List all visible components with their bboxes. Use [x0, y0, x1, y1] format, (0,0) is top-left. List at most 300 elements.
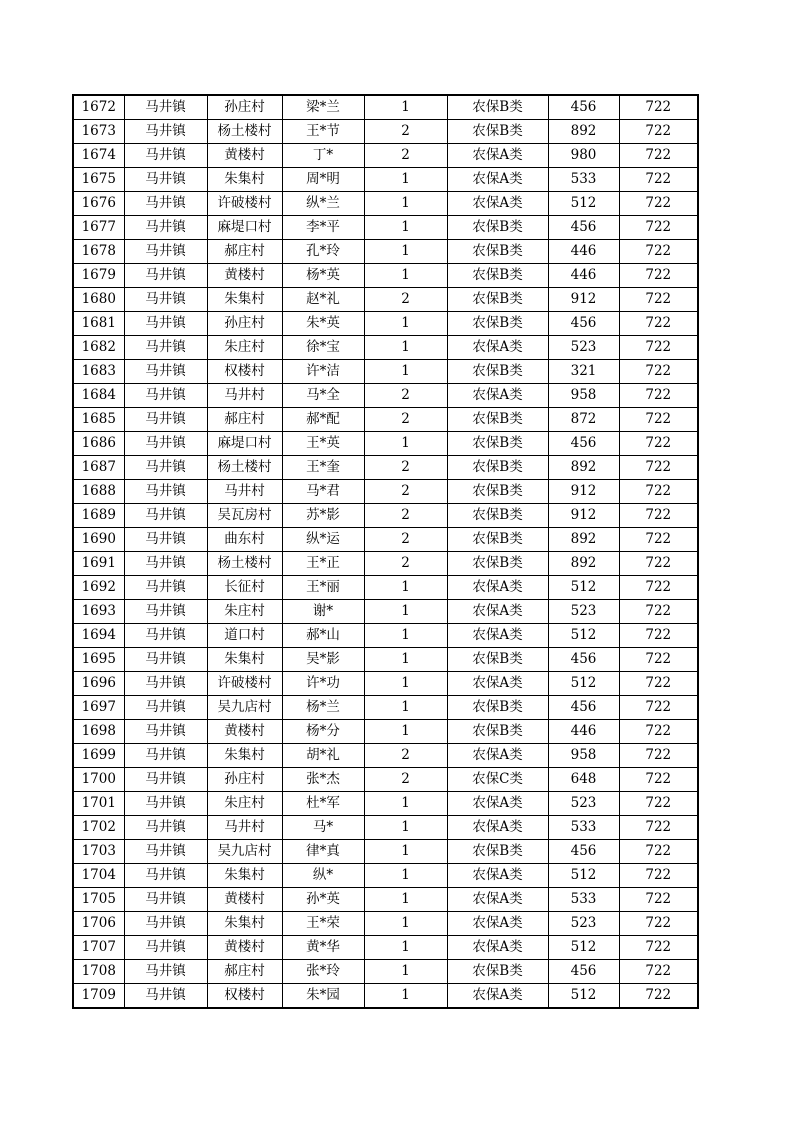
household-size-cell: 2: [364, 744, 447, 768]
table-row: [73, 696, 698, 720]
table-row: [73, 840, 698, 864]
village-cell: 曲东村: [207, 528, 282, 552]
name-cell: 张*玲: [282, 960, 364, 984]
category-cell: 农保A类: [447, 936, 548, 960]
village-cell: 朱集村: [207, 648, 282, 672]
row-number-cell: 1698: [73, 720, 124, 744]
category-cell: 农保A类: [447, 744, 548, 768]
row-number-cell: 1701: [73, 792, 124, 816]
standard-cell: 722: [619, 240, 698, 264]
category-cell: 农保A类: [447, 192, 548, 216]
household-size-cell: 1: [364, 432, 447, 456]
category-cell: 农保B类: [447, 528, 548, 552]
village-cell: 吴九店村: [207, 696, 282, 720]
standard-cell: 722: [619, 624, 698, 648]
household-size-cell: 1: [364, 192, 447, 216]
town-cell: 马井镇: [124, 864, 207, 888]
category-cell: 农保B类: [447, 456, 548, 480]
name-cell: 许*功: [282, 672, 364, 696]
town-cell: 马井镇: [124, 336, 207, 360]
row-number-cell: 1678: [73, 240, 124, 264]
amount-cell: 872: [548, 408, 619, 432]
amount-cell: 892: [548, 120, 619, 144]
town-cell: 马井镇: [124, 264, 207, 288]
town-cell: 马井镇: [124, 408, 207, 432]
standard-cell: 722: [619, 768, 698, 792]
row-number-cell: 1703: [73, 840, 124, 864]
amount-cell: 512: [548, 864, 619, 888]
household-size-cell: 1: [364, 696, 447, 720]
category-cell: 农保B类: [447, 720, 548, 744]
name-cell: 律*真: [282, 840, 364, 864]
village-cell: 马井村: [207, 384, 282, 408]
table-row: [73, 456, 698, 480]
name-cell: 黄*华: [282, 936, 364, 960]
table-row: [73, 984, 698, 1009]
household-size-cell: 2: [364, 288, 447, 312]
row-number-cell: 1676: [73, 192, 124, 216]
standard-cell: 722: [619, 95, 698, 120]
name-cell: 徐*宝: [282, 336, 364, 360]
row-number-cell: 1677: [73, 216, 124, 240]
town-cell: 马井镇: [124, 504, 207, 528]
village-cell: 许破楼村: [207, 192, 282, 216]
village-cell: 郝庄村: [207, 408, 282, 432]
category-cell: 农保A类: [447, 912, 548, 936]
household-size-cell: 1: [364, 336, 447, 360]
table-row: [73, 864, 698, 888]
village-cell: 朱庄村: [207, 336, 282, 360]
name-cell: 杨*分: [282, 720, 364, 744]
category-cell: 农保B类: [447, 240, 548, 264]
table-row: [73, 504, 698, 528]
row-number-cell: 1679: [73, 264, 124, 288]
row-number-cell: 1689: [73, 504, 124, 528]
row-number-cell: 1700: [73, 768, 124, 792]
amount-cell: 456: [548, 648, 619, 672]
table-row: [73, 240, 698, 264]
standard-cell: 722: [619, 960, 698, 984]
category-cell: 农保B类: [447, 960, 548, 984]
name-cell: 纵*兰: [282, 192, 364, 216]
table-row: [73, 408, 698, 432]
village-cell: 黄楼村: [207, 144, 282, 168]
table-row: [73, 768, 698, 792]
amount-cell: 892: [548, 552, 619, 576]
amount-cell: 446: [548, 240, 619, 264]
row-number-cell: 1681: [73, 312, 124, 336]
standard-cell: 722: [619, 456, 698, 480]
standard-cell: 722: [619, 816, 698, 840]
village-cell: 朱集村: [207, 912, 282, 936]
standard-cell: 722: [619, 672, 698, 696]
standard-cell: 722: [619, 984, 698, 1009]
table-row: [73, 576, 698, 600]
name-cell: 纵*: [282, 864, 364, 888]
name-cell: 谢*: [282, 600, 364, 624]
town-cell: 马井镇: [124, 624, 207, 648]
row-number-cell: 1672: [73, 95, 124, 120]
table-row: [73, 312, 698, 336]
town-cell: 马井镇: [124, 720, 207, 744]
row-number-cell: 1697: [73, 696, 124, 720]
amount-cell: 980: [548, 144, 619, 168]
village-cell: 道口村: [207, 624, 282, 648]
household-size-cell: 1: [364, 720, 447, 744]
standard-cell: 722: [619, 504, 698, 528]
table-row: [73, 792, 698, 816]
name-cell: 王*英: [282, 432, 364, 456]
village-cell: 朱庄村: [207, 792, 282, 816]
row-number-cell: 1680: [73, 288, 124, 312]
category-cell: 农保A类: [447, 888, 548, 912]
name-cell: 李*平: [282, 216, 364, 240]
name-cell: 赵*礼: [282, 288, 364, 312]
table-row: [73, 552, 698, 576]
household-size-cell: 1: [364, 816, 447, 840]
household-size-cell: 2: [364, 144, 447, 168]
standard-cell: 722: [619, 144, 698, 168]
category-cell: 农保B类: [447, 840, 548, 864]
amount-cell: 512: [548, 576, 619, 600]
amount-cell: 446: [548, 720, 619, 744]
household-size-cell: 1: [364, 216, 447, 240]
household-size-cell: 1: [364, 888, 447, 912]
name-cell: 梁*兰: [282, 95, 364, 120]
amount-cell: 533: [548, 168, 619, 192]
name-cell: 杨*兰: [282, 696, 364, 720]
amount-cell: 912: [548, 504, 619, 528]
village-cell: 朱集村: [207, 744, 282, 768]
category-cell: 农保A类: [447, 168, 548, 192]
standard-cell: 722: [619, 888, 698, 912]
town-cell: 马井镇: [124, 960, 207, 984]
table-row: [73, 888, 698, 912]
standard-cell: 722: [619, 576, 698, 600]
standard-cell: 722: [619, 936, 698, 960]
row-number-cell: 1688: [73, 480, 124, 504]
standard-cell: 722: [619, 552, 698, 576]
town-cell: 马井镇: [124, 840, 207, 864]
row-number-cell: 1686: [73, 432, 124, 456]
town-cell: 马井镇: [124, 312, 207, 336]
table-row: [73, 912, 698, 936]
standard-cell: 722: [619, 864, 698, 888]
amount-cell: 456: [548, 216, 619, 240]
table-row: [73, 720, 698, 744]
name-cell: 朱*英: [282, 312, 364, 336]
table-row: [73, 336, 698, 360]
household-size-cell: 1: [364, 600, 447, 624]
town-cell: 马井镇: [124, 288, 207, 312]
category-cell: 农保B类: [447, 480, 548, 504]
town-cell: 马井镇: [124, 600, 207, 624]
row-number-cell: 1706: [73, 912, 124, 936]
standard-cell: 722: [619, 528, 698, 552]
household-size-cell: 1: [364, 792, 447, 816]
row-number-cell: 1690: [73, 528, 124, 552]
row-number-cell: 1693: [73, 600, 124, 624]
table-row: [73, 360, 698, 384]
village-cell: 朱庄村: [207, 600, 282, 624]
amount-cell: 456: [548, 312, 619, 336]
village-cell: 吴九店村: [207, 840, 282, 864]
standard-cell: 722: [619, 168, 698, 192]
row-number-cell: 1699: [73, 744, 124, 768]
town-cell: 马井镇: [124, 552, 207, 576]
village-cell: 麻堤口村: [207, 216, 282, 240]
amount-cell: 648: [548, 768, 619, 792]
table-row: [73, 624, 698, 648]
village-cell: 许破楼村: [207, 672, 282, 696]
name-cell: 马*君: [282, 480, 364, 504]
table-row: [73, 672, 698, 696]
standard-cell: 722: [619, 120, 698, 144]
amount-cell: 958: [548, 384, 619, 408]
row-number-cell: 1684: [73, 384, 124, 408]
village-cell: 孙庄村: [207, 95, 282, 120]
amount-cell: 533: [548, 816, 619, 840]
standard-cell: 722: [619, 336, 698, 360]
town-cell: 马井镇: [124, 432, 207, 456]
amount-cell: 456: [548, 95, 619, 120]
village-cell: 吴瓦房村: [207, 504, 282, 528]
table-row: [73, 600, 698, 624]
name-cell: 孔*玲: [282, 240, 364, 264]
standard-cell: 722: [619, 360, 698, 384]
town-cell: 马井镇: [124, 95, 207, 120]
town-cell: 马井镇: [124, 768, 207, 792]
row-number-cell: 1702: [73, 816, 124, 840]
standard-cell: 722: [619, 720, 698, 744]
household-size-cell: 2: [364, 768, 447, 792]
category-cell: 农保B类: [447, 696, 548, 720]
town-cell: 马井镇: [124, 744, 207, 768]
household-size-cell: 2: [364, 480, 447, 504]
name-cell: 张*杰: [282, 768, 364, 792]
name-cell: 纵*运: [282, 528, 364, 552]
household-size-cell: 1: [364, 840, 447, 864]
name-cell: 胡*礼: [282, 744, 364, 768]
category-cell: 农保B类: [447, 504, 548, 528]
row-number-cell: 1705: [73, 888, 124, 912]
table-row: [73, 432, 698, 456]
household-size-cell: 1: [364, 360, 447, 384]
amount-cell: 456: [548, 432, 619, 456]
name-cell: 王*荣: [282, 912, 364, 936]
category-cell: 农保B类: [447, 120, 548, 144]
town-cell: 马井镇: [124, 360, 207, 384]
town-cell: 马井镇: [124, 576, 207, 600]
standard-cell: 722: [619, 744, 698, 768]
town-cell: 马井镇: [124, 912, 207, 936]
category-cell: 农保B类: [447, 264, 548, 288]
name-cell: 郝*配: [282, 408, 364, 432]
household-size-cell: 2: [364, 120, 447, 144]
household-size-cell: 2: [364, 552, 447, 576]
category-cell: 农保B类: [447, 312, 548, 336]
town-cell: 马井镇: [124, 672, 207, 696]
town-cell: 马井镇: [124, 528, 207, 552]
table-row: [73, 216, 698, 240]
amount-cell: 512: [548, 624, 619, 648]
amount-cell: 456: [548, 840, 619, 864]
category-cell: 农保A类: [447, 624, 548, 648]
category-cell: 农保A类: [447, 336, 548, 360]
name-cell: 周*明: [282, 168, 364, 192]
household-size-cell: 1: [364, 912, 447, 936]
amount-cell: 456: [548, 960, 619, 984]
row-number-cell: 1708: [73, 960, 124, 984]
town-cell: 马井镇: [124, 648, 207, 672]
village-cell: 黄楼村: [207, 936, 282, 960]
village-cell: 杨土楼村: [207, 552, 282, 576]
household-size-cell: 2: [364, 504, 447, 528]
category-cell: 农保A类: [447, 144, 548, 168]
category-cell: 农保A类: [447, 576, 548, 600]
town-cell: 马井镇: [124, 936, 207, 960]
amount-cell: 512: [548, 192, 619, 216]
row-number-cell: 1674: [73, 144, 124, 168]
category-cell: 农保A类: [447, 384, 548, 408]
standard-cell: 722: [619, 288, 698, 312]
amount-cell: 456: [548, 696, 619, 720]
row-number-cell: 1687: [73, 456, 124, 480]
household-size-cell: 1: [364, 240, 447, 264]
row-number-cell: 1675: [73, 168, 124, 192]
household-size-cell: 1: [364, 95, 447, 120]
town-cell: 马井镇: [124, 168, 207, 192]
household-size-cell: 1: [364, 624, 447, 648]
category-cell: 农保B类: [447, 360, 548, 384]
village-cell: 杨土楼村: [207, 120, 282, 144]
name-cell: 王*奎: [282, 456, 364, 480]
household-size-cell: 1: [364, 312, 447, 336]
category-cell: 农保B类: [447, 552, 548, 576]
household-size-cell: 1: [364, 960, 447, 984]
row-number-cell: 1685: [73, 408, 124, 432]
name-cell: 马*全: [282, 384, 364, 408]
town-cell: 马井镇: [124, 888, 207, 912]
amount-cell: 512: [548, 672, 619, 696]
amount-cell: 512: [548, 984, 619, 1009]
standard-cell: 722: [619, 600, 698, 624]
name-cell: 孙*英: [282, 888, 364, 912]
village-cell: 麻堤口村: [207, 432, 282, 456]
amount-cell: 533: [548, 888, 619, 912]
name-cell: 王*节: [282, 120, 364, 144]
name-cell: 许*洁: [282, 360, 364, 384]
category-cell: 农保A类: [447, 672, 548, 696]
amount-cell: 446: [548, 264, 619, 288]
household-size-cell: 2: [364, 528, 447, 552]
category-cell: 农保A类: [447, 792, 548, 816]
household-size-cell: 1: [364, 576, 447, 600]
household-size-cell: 1: [364, 648, 447, 672]
household-size-cell: 1: [364, 168, 447, 192]
row-number-cell: 1707: [73, 936, 124, 960]
household-size-cell: 1: [364, 984, 447, 1009]
row-number-cell: 1695: [73, 648, 124, 672]
town-cell: 马井镇: [124, 144, 207, 168]
category-cell: 农保B类: [447, 288, 548, 312]
amount-cell: 523: [548, 600, 619, 624]
name-cell: 马*: [282, 816, 364, 840]
household-size-cell: 1: [364, 264, 447, 288]
table-row: [73, 960, 698, 984]
household-size-cell: 1: [364, 864, 447, 888]
standard-cell: 722: [619, 792, 698, 816]
name-cell: 杜*军: [282, 792, 364, 816]
household-size-cell: 1: [364, 672, 447, 696]
standard-cell: 722: [619, 696, 698, 720]
table-row: [73, 288, 698, 312]
town-cell: 马井镇: [124, 192, 207, 216]
household-size-cell: 2: [364, 408, 447, 432]
standard-cell: 722: [619, 192, 698, 216]
category-cell: 农保B类: [447, 408, 548, 432]
table-row: [73, 744, 698, 768]
household-size-cell: 1: [364, 936, 447, 960]
row-number-cell: 1691: [73, 552, 124, 576]
town-cell: 马井镇: [124, 216, 207, 240]
table-row: [73, 192, 698, 216]
table-row: [73, 168, 698, 192]
data-table: [72, 94, 699, 1009]
town-cell: 马井镇: [124, 696, 207, 720]
standard-cell: 722: [619, 840, 698, 864]
table-row: [73, 264, 698, 288]
row-number-cell: 1692: [73, 576, 124, 600]
village-cell: 郝庄村: [207, 240, 282, 264]
town-cell: 马井镇: [124, 816, 207, 840]
category-cell: 农保B类: [447, 95, 548, 120]
category-cell: 农保A类: [447, 600, 548, 624]
village-cell: 孙庄村: [207, 768, 282, 792]
row-number-cell: 1696: [73, 672, 124, 696]
category-cell: 农保B类: [447, 648, 548, 672]
standard-cell: 722: [619, 480, 698, 504]
row-number-cell: 1683: [73, 360, 124, 384]
row-number-cell: 1709: [73, 984, 124, 1009]
category-cell: 农保C类: [447, 768, 548, 792]
household-size-cell: 2: [364, 384, 447, 408]
table-row: [73, 95, 698, 120]
household-size-cell: 2: [364, 456, 447, 480]
category-cell: 农保A类: [447, 864, 548, 888]
amount-cell: 892: [548, 456, 619, 480]
village-cell: 朱集村: [207, 168, 282, 192]
village-cell: 杨土楼村: [207, 456, 282, 480]
village-cell: 朱集村: [207, 864, 282, 888]
table-row: [73, 384, 698, 408]
town-cell: 马井镇: [124, 120, 207, 144]
amount-cell: 523: [548, 912, 619, 936]
amount-cell: 912: [548, 480, 619, 504]
table-row: [73, 648, 698, 672]
name-cell: 苏*影: [282, 504, 364, 528]
village-cell: 黄楼村: [207, 888, 282, 912]
village-cell: 马井村: [207, 480, 282, 504]
village-cell: 郝庄村: [207, 960, 282, 984]
amount-cell: 912: [548, 288, 619, 312]
table-row: [73, 528, 698, 552]
standard-cell: 722: [619, 384, 698, 408]
amount-cell: 523: [548, 792, 619, 816]
standard-cell: 722: [619, 912, 698, 936]
name-cell: 杨*英: [282, 264, 364, 288]
town-cell: 马井镇: [124, 456, 207, 480]
